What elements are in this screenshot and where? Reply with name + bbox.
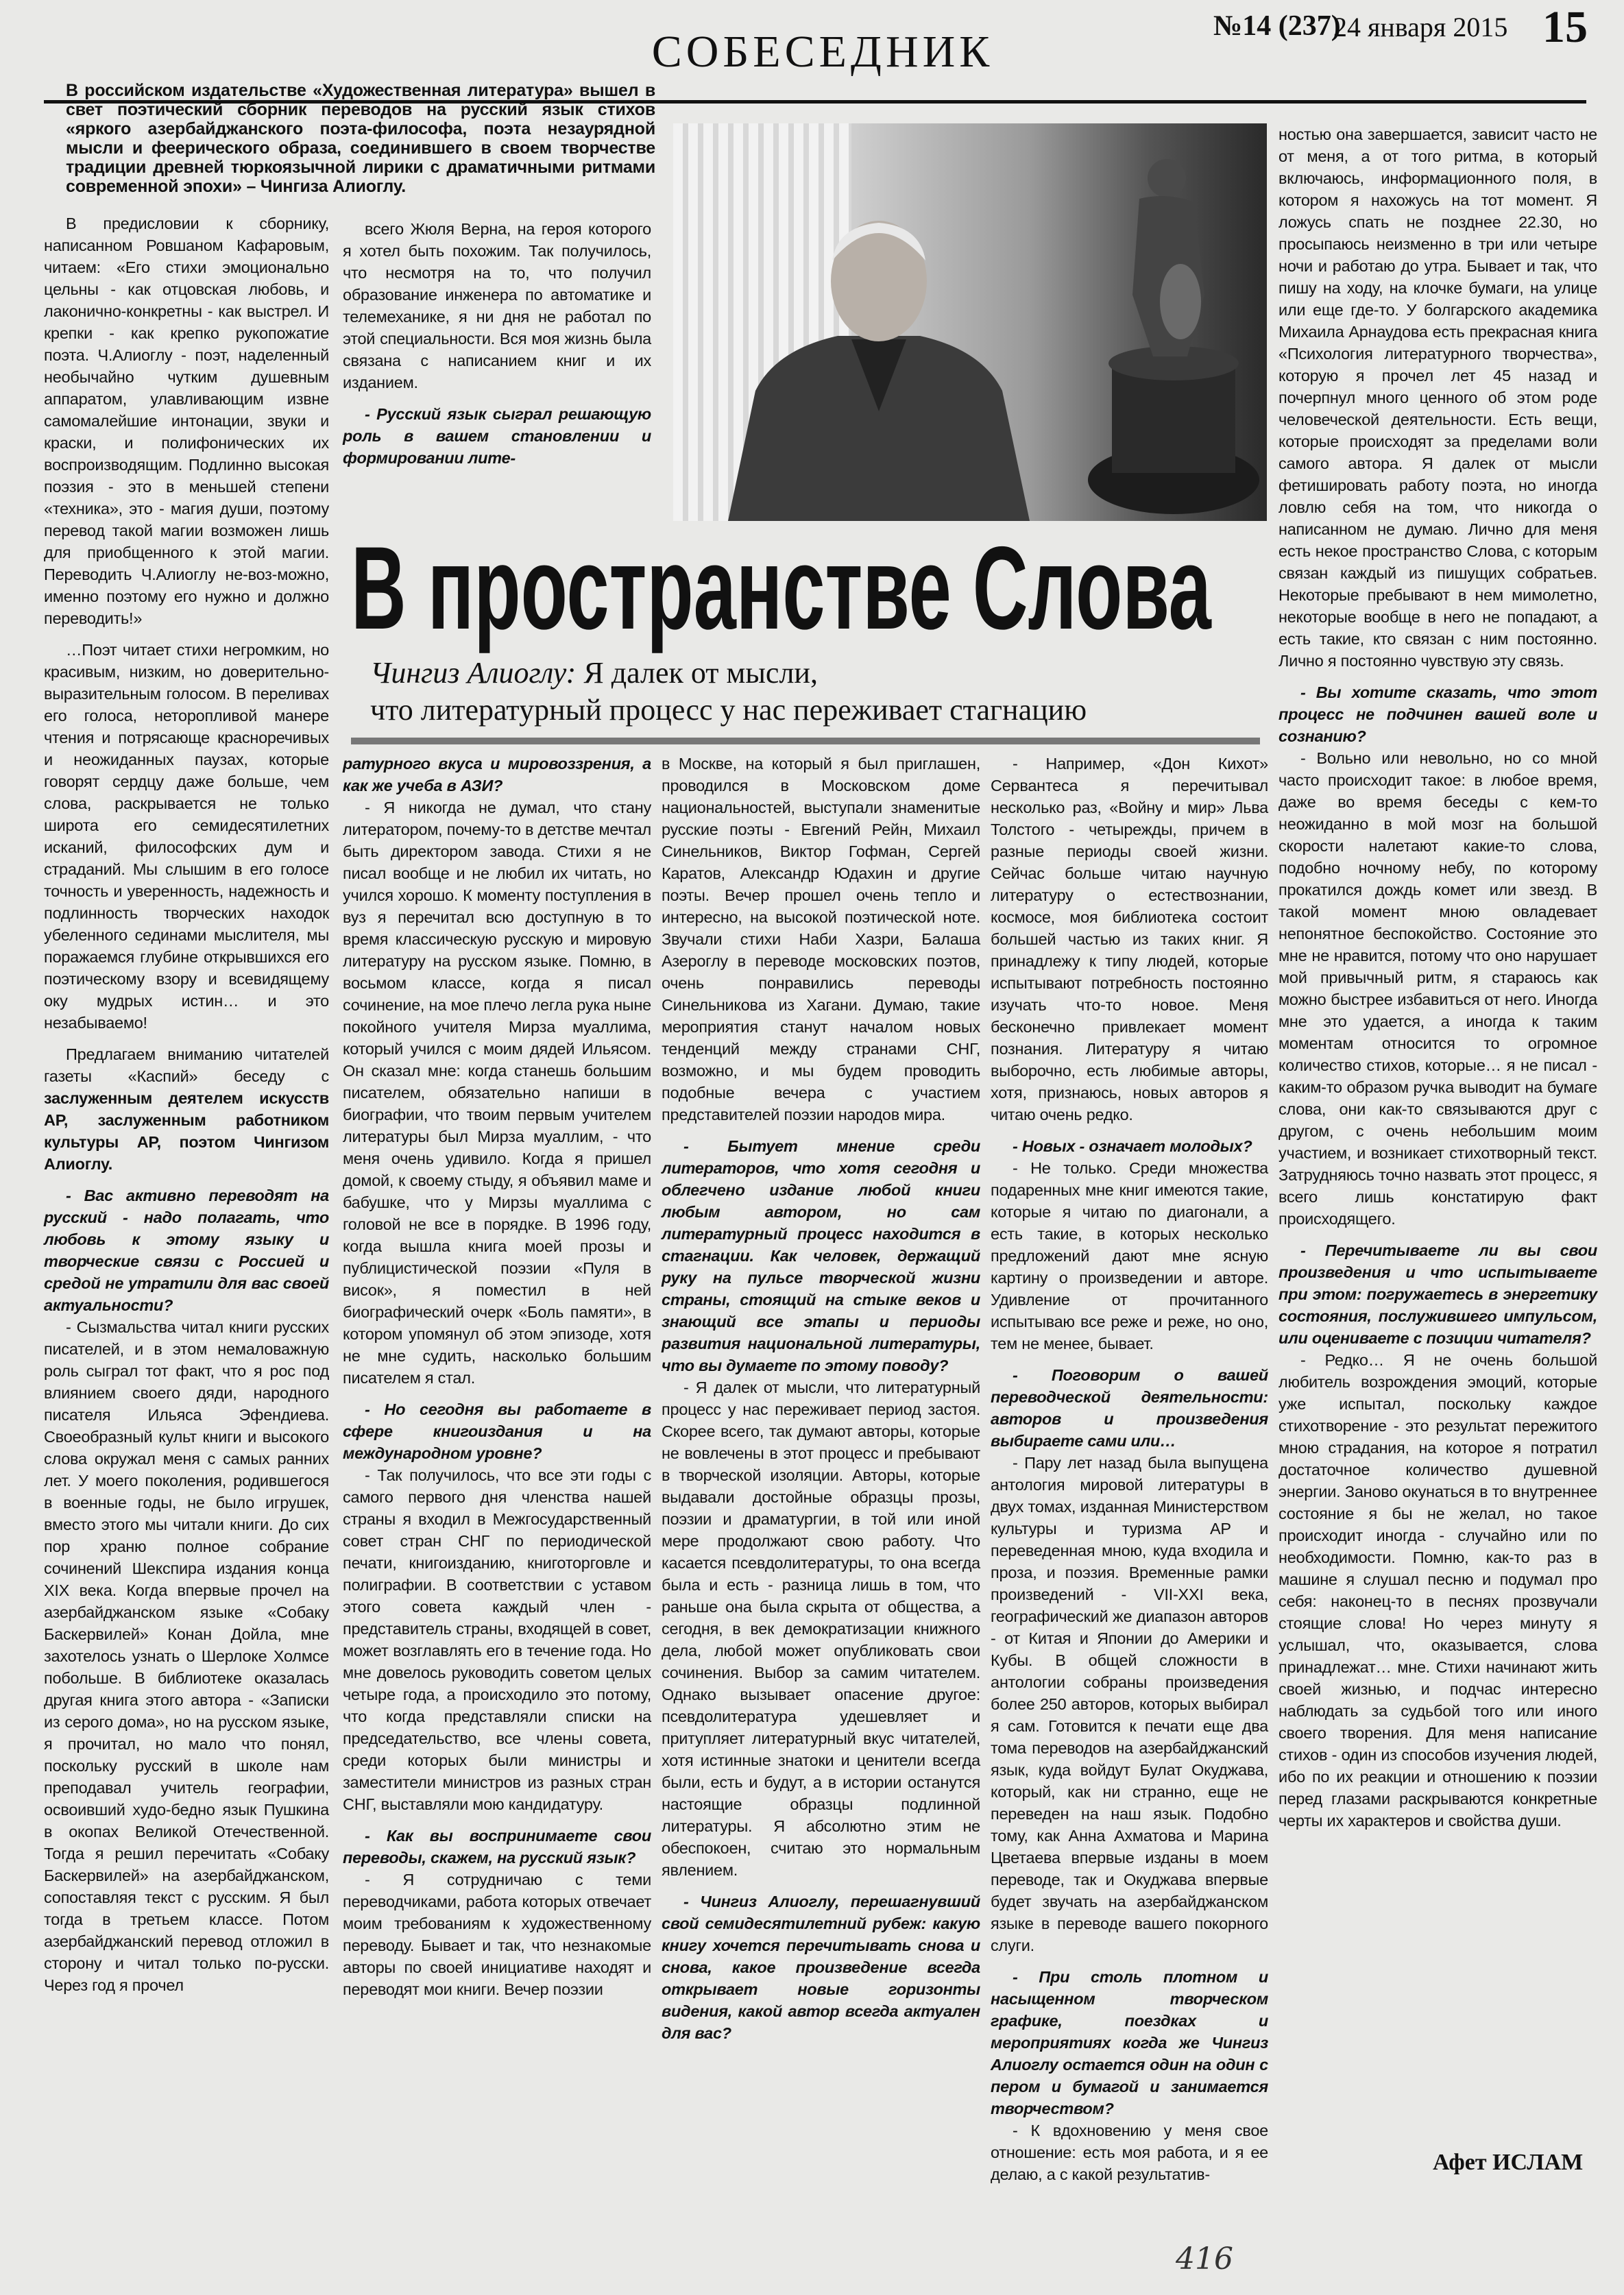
interview-paragraph: - Например, «Дон Кихот» Сервантеса я перечитывал несколько раз, «Войну и мир» Льва Толстого - четырежды, причем в разные периоды своей жизни. Сейчас больше читаю научную литературу о естествознании, космосе, моя библиотека состоит большей частью из таких книг. Я принадлежу к типу людей, которые испытывают потребность постоянно изучать что-то новое. Меня бесконечно привлекает момент познания. Литературу я читаю выборочно, есть любимые авторы, хотя, признаюсь, новых авторов я читаю очень редко. <box>991 755 1268 1124</box>
interview-paragraph: В предисловии к сборнику, написанном Ровшаном Кафаровым, читаем: «Его стихи эмоционально цельны - как отцовская любовь, и лаконично-конкретны - как выстрел. И крепки - как крепко рукопожатие поэта. Ч.Алиоглу - поэт, наделенный необычайно чутким душевным аппаратом, улавливающим извне самомалейшие интонации, звуки и краски, и полифонических их воспроизводящим. Подлинно высокая поэзия - это в меньшей степени «техника», это - магия души, поэтому перевод такой магии возможен лишь для приобщенного к этой магии. Переводить Ч.Алиоглу не-воз-можно, именно поэтому его нужно и должно переводить!» <box>44 215 329 627</box>
subtitle-speaker: Чингиз Алиоглу: <box>370 656 577 690</box>
interview-paragraph: - Редко… Я не очень большой любитель возрождения эмоций, которые уже испытал, поскольку каждое стихотворение - это результат пережитого мною страдания, на которое я потратил достаточное количество душевной энергии. Заново окунаться в то внутреннее состояние я бы не желал, но такое происходит иногда - случайно или по необходимости. Помню, как-то раз в машине я слушал песню и подумал про себя: наконец-то в песнях прозвучали стоящие слова! Но через минуту я услышал, что, оказывается, слова принадлежат… мне. Стихи начинают жить своей жизнью, и подчас интересно наблюдать за судьбой того или иного своего творения. Для меня написание стихов - один из способов изучения людей, ибо по их реакции и отношению к поэзии перед глазами раскрываются конкретные черты их характеров и свойства души. <box>1278 1351 1597 1830</box>
interview-paragraph: - К вдохновению у меня свое отношение: есть моя работа, и я ее делаю, а с какой результатив- <box>991 2122 1268 2183</box>
headline: В пространстве Слова <box>351 522 1211 654</box>
interview-question: - Поговорим о вашей переводческой деятельности: авторов и произведения выбираете сами или… <box>991 1366 1268 1450</box>
interview-paragraph: - Пару лет назад была выпущена антология мировой литературы в двух томах, изданная Министерством культуры и туризма АР и переведенная мною, куда входила и проза, и поэзия. Временные рамки произведений - VII-XXI века, географический же диапазон авторов - от Китая и Японии до Америки и Кубы. В общей сложности в антологии собраны произведения более 250 авторов, которых выбирал я сам. Готовится к печати еще два тома переводов на азербайджанский язык, куда войдут Булат Окуджава, который, как ни странно, еще не переведен на наш язык. Подобно тому, как Анна Ахматова и Марина Цветаева впервые изданы в моем переводе, так и Окуджава впервые будет звучать на азербайджанском языке в переводе вашего покорного слуги. <box>991 1454 1268 1954</box>
article-photo <box>673 123 1267 521</box>
page-number: 15 <box>1542 2 1588 52</box>
interview-paragraph: в Москве, на который я был приглашен, проводился в Московском доме национальностей, выступали знаменитые русские поэты - Евгений Рейн, Михаил Синельников, Виктор Гофман, Сергей Каратов, Александр Юдахин и другие поэты. Вечер прошел очень тепло и интересно, на высокой поэтической ноте. Звучали стихи Наби Хазри, Балаша Азероглу в переводе московских поэтов, очень понравились переводы Синельникова из Хагани. Думаю, такие мероприятия станут началом новых тенденций между странами СНГ, возможно, и мы будем проводить подобные вечера с участием представителей поэзии народов мира. <box>662 755 980 1124</box>
intro-paragraph <box>44 1043 329 1175</box>
interview-question: - Вы хотите сказать, что этот процесс не подчинен вашей воле и сознанию? <box>1278 683 1597 745</box>
interview-question: - Как вы воспринимаете свои переводы, скажем, на русский язык? <box>343 1827 651 1867</box>
interview-question: - Новых - означает молодых? <box>1013 1137 1252 1155</box>
interview-question: - Но сегодня вы работаете в сфере книгоиздания и на международном уровне? <box>343 1400 651 1462</box>
issue-date: 24 января 2015 <box>1333 12 1508 42</box>
interview-paragraph: ностью она завершается, зависит часто не от меня, а от того ритма, в который включаюсь, информационного поля, в котором я нахожусь на тот момент. Я ложусь спать не позднее 22.30, но просыпаюсь неизменно в три или четыре ночи и работаю до утра. Бывает и так, что пишу на ходу, на клочке бумаги, на улице или еще где-то. У болгарского академика Михаила Арнаудова есть прекрасная книга «Психология литературного творчества», которую я прочел лет 45 назад и почерпнул много ценного об этом роде человеческой деятельности. Есть вещи, которые происходят за пределами воли самого автора. Я далек от мысли фетишировать работу поэта, но иногда ловлю себя на том, что никогда о написанном не думаю. Лично для меня есть некое пространство Слова, с которым связан каждый из пишущих собратьев. Некоторые пребывают в нем мимолетно, некоторые вообще в него не попадают, а есть такие, кто связан с ним постоянно. Лично я постоянно чувствую эту связь. <box>1278 125 1597 670</box>
column-1 <box>44 212 329 1996</box>
interview-paragraph: - Не только. Среди множества подаренных мне книг имеются такие, которые я читаю по диагонали, а есть такие, в которых несколько предложений дают мне ясную картину о произведении и авторе. Удивление от прочитанного испытываю все реже и реже, но оно, тем не менее, бывает. <box>991 1159 1268 1352</box>
interview-question: - Бытует мнение среди литераторов, что хотя сегодня и облегчено издание любой книги любым автором, но сам литературный процесс находится в стагнации. Как человек, держащий руку на пульсе творческой жизни страны, стоящий на стыке веков и знающий все этапы и периоды развития национальной литературы, что вы думаете по этому поводу? <box>662 1137 980 1374</box>
interview-paragraph: …Поэт читает стихи негромким, но красивым, низким, но доверительно-выразительным голосом. В переливах его голоса, неторопливой манере чтения и потрясающе красноречивых и неожиданных паузах, которые говорят сердцу даже больше, чем слова, раскрывается не только широта его семидесятилетних исканий, философских дум и страданий. Мы слышим в его голосе точность и уверенность, надежность и подлинность творческих находок убеленного сединами мыслителя, мы поражаемся глубине открывшихся его поэтическому взору и всевидящему оку мудрых истин… и это незабываемо! <box>44 641 329 1032</box>
column-2-bottom <box>343 753 651 2000</box>
intro-text: Предлагаем вниманию читателей газеты «Каспий» беседу с <box>44 1045 329 1085</box>
interview-question: - Перечитываете ли вы свои произведения и что испытываете при этом: погружаетесь в энергетику состояния, послужившего импульсом, или оцениваете с позиции читателя? <box>1278 1241 1597 1347</box>
interview-paragraph: всего Жюля Верна, на героя которого я хотел быть похожим. Так получилось, что несмотря на то, что получил образование инженера по автоматике и телемеханике, я ни дня не работал по этой специальности. Вся моя жизнь была связана с написанием книг и их изданием. <box>343 220 651 391</box>
column-4 <box>991 753 1268 2185</box>
interview-question: - Чингиз Алиоглу, перешагнувший свой семидесятилетний рубеж: какую книгу хочется перечитывать снова и снова, какое произведение всегда открывает новые горизонты видения, какой автор всегда актуален для вас? <box>662 1893 980 2042</box>
interview-question: - При столь плотном и насыщенном творческом графике, поездках и мероприятиях когда же Чингиз Алиоглу остается один на один с пером и бумагой и занимается творчеством? <box>991 1968 1268 2117</box>
interview-paragraph: - Я далек от мысли, что литературный процесс у нас переживает период застоя. Скорее всего, так думают авторы, которые не вовлечены в этот процесс и пребывают в творческой изоляции. Авторы, которые выдавали достойные образцы прозы, поэзии и драматургии, в той или иной мере продолжают свою работу. Что касается псевдолитературы, то она всегда была и есть - разница лишь в том, что раньше она была скрыта от общества, а сегодня, в век демократизации книжного дела, любой может опубликовать свои сочинения. Выбор за самим читателем. Однако вызывает опасение другое: псевдолитература удешевляет и притупляет литературный вкус читателей, хотя истинные знатоки и ценители всегда были, есть и будут, а в истории останутся настоящие образцы подлинной литературы. Я абсолютно этим не обеспокоен, считаю это нормальным явлением. <box>662 1379 980 1879</box>
interview-question: - Вас активно переводят на русский - надо полагать, что любовь к этому языку и творческие связи с Россией и средой не утратили для вас своей актуальности? <box>44 1187 329 1314</box>
column-5 <box>1278 123 1597 1832</box>
interview-paragraph: - Я сотрудничаю с теми переводчиками, работа которых отвечает моим требованиям к художественному переводу. Бывает и так, что незнакомые авторы по своей инициативе находят и переводят мои книги. Вечер поэзии <box>343 1871 651 1998</box>
interview-question: - Русский язык сыграл решающую роль в вашем становлении и формировании лите- <box>343 405 651 467</box>
column-3 <box>662 753 980 2044</box>
intro-honorifics: заслуженным деятелем искусств АР, заслуженным работником культуры АР, поэтом Чингизом Алиоглу. <box>44 1089 329 1173</box>
interview-paragraph: - Вольно или невольно, но со мной часто происходит такое: в любое время, даже во время беседы с кем-то неожиданно в мой мозг на большой скорости налетают какие-то слова, подобно ночному небу, по которому прокатился дождь комет или звезд. В такой момент мною овладевает непонятное беспокойство. Состояние это мне не нравится, потому что оно нарушает мой привычный ритм, я стараюсь как можно быстрее избавиться от него. Иногда мне это удается, а иногда к таким моментам относится то огромное количество стихов, которые… я не писал - каким-то образом ручка выводит на бумаге слова, они как-то связываются друг с другом, с очень небольшим моим участием, и возникает стихотворный текст. Затрудняюсь точно назвать этот процесс, я всего лишь констатирую факт происходящего. <box>1278 749 1597 1228</box>
section-title: СОБЕСЕДНИК <box>651 27 994 77</box>
subtitle-line1: Я далек от мысли, <box>576 656 818 690</box>
portrait-figure <box>714 185 1043 521</box>
handwritten-note: 416 <box>1176 2242 1233 2276</box>
statue-figure <box>1084 137 1263 521</box>
subtitle-line2: что литературный процесс у нас переживает стагнацию <box>370 693 1087 727</box>
issue-number: №14 (237) <box>1213 10 1341 42</box>
subtitle-rule-divider <box>351 738 1260 744</box>
interview-paragraph: - Сызмальства читал книги русских писателей, и в этом немаловажную роль сыграл тот факт, что я рос под влиянием своего дяди, народного писателя Ильяса Эфендиева. Своеобразный культ книги и высокого слова окружал меня с самых ранних лет. У моего поколения, родившегося в военные годы, не было игрушек, вместо этого мы читали книги. До сих пор храню полное собрание сочинений Шекспира издания конца XIX века. Когда впервые прочел на азербайджанском языке «Собаку Баскервилей» Конан Дойла, мне захотелось узнать о Шерлоке Холмсе побольше. В библиотеке оказалась другая книга этого автора - «Записки из серого дома», но на русском языке, я прочитал, но мало что понял, поскольку русский в школе нам преподавал учитель географии, освоивший худо-бедно язык Пушкина в окопах Великой Отечественной. Тогда я решил перечитать «Собаку Баскервилей» на азербайджанском, сопоставляя текст с русским. Я был тогда в третьем классе. Потом азербайджанский перевод отложил в сторону и читал только по-русски. Через год я прочел <box>44 1318 329 1994</box>
article-lead: В российском издательстве «Художественная литература» вышел в свет поэтический сборник переводов на русский язык стихов «яркого азербайджанского поэта-философа, поэта незаурядной мысли и феерического образа, соединившего в своем творчестве традиции древней тюркоязычной лирики с драматичными ритмами современной эпохи» – Чингиза Алиоглу. <box>66 81 655 196</box>
subtitle <box>370 655 1261 729</box>
interview-paragraph: - Так получилось, что все эти годы с самого первого дня членства нашей страны я входил в Межгосударственный совет стран СНГ по периодической печати, книгоизданию, книготорговле и полиграфии. В соответствии с уставом этого совета каждый член - представитель страны, входящей в совет, может возглавлять его в течение года. Но мне довелось руководить советом целых четыре года, а происходило это потому, что когда представляли списки на председательство, все члены совета, среди которых были министры и заместители министров из разных стран СНГ, выставляли мою кандидатуру. <box>343 1466 651 1813</box>
column-2-top <box>343 218 651 469</box>
interview-paragraph: - Я никогда не думал, что стану литератором, почему-то в детстве мечтал быть директором завода. Стихи я не писал вообще и не любил их читать, но учился хорошо. К моменту поступления в вуз я перечитал всю доступную в то время классическую русскую и мировую литературу на русском языке. Помню, в восьмом классе, когда я писал сочинение, на мое плечо легла рука ныне покойного учителя Мирза муаллима, который учился с моим дядей Ильясом. Он сказал мне: когда станешь большим писателем, обязательно напиши в биографии, что твоим первым учителем литературы был Мирза муаллим, - что меня очень удивило. Когда я пришел домой, к своему стыду, я объявил маме и бабушке, что у Мирзы муаллима с головой не все в порядке. В 1996 году, когда вышла книга моей прозы и публицистической поэзии «Пуля в висок», я поместил в ней биографический очерк «Боль памяти», в котором упомянул об этом эпизоде, хотя не мне судить, насколько большим писателем я стал. <box>343 799 651 1387</box>
author-signature: Афет ИСЛАМ <box>1433 2150 1584 2175</box>
interview-question: ратурного вкуса и мировоззрения, а как же учеба в АЗИ? <box>343 755 651 794</box>
